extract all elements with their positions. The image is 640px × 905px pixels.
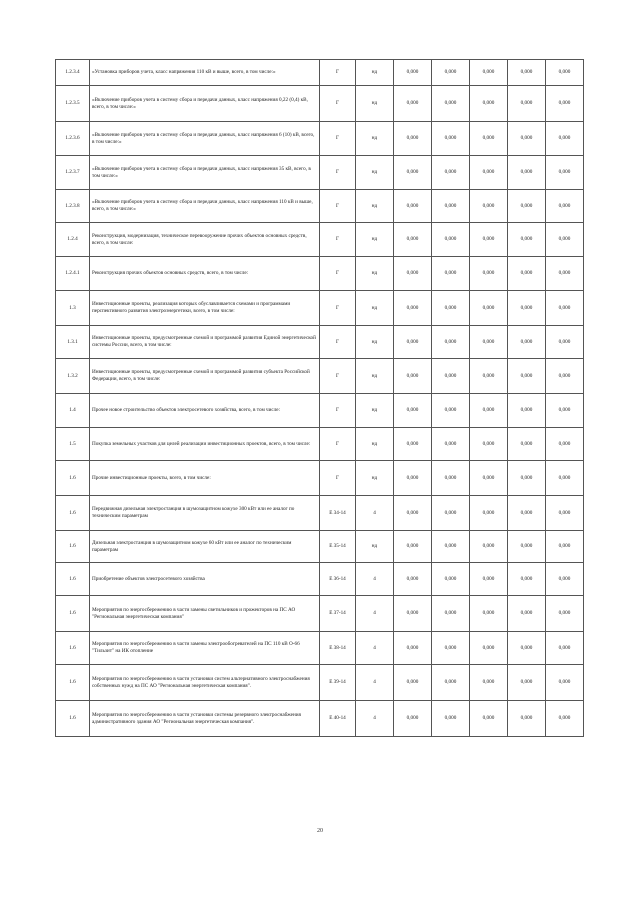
- row-description: «Включение приборов учета в систему сбора и передачи данных, класс напряжения 110 кВ и выше, всего, в том числе:»: [90, 190, 320, 223]
- row-unit: 4: [356, 701, 394, 737]
- row-value: 0,000: [432, 596, 470, 632]
- table-row: [56, 257, 584, 291]
- row-value: 0,000: [470, 665, 508, 701]
- table-row: [56, 596, 584, 632]
- row-number: 1.3.1: [56, 326, 90, 359]
- table-row: [56, 190, 584, 223]
- row-value: 0,000: [508, 563, 546, 596]
- row-value: 0,000: [508, 156, 546, 190]
- row-unit: нд: [356, 394, 394, 428]
- row-code: Е 40-14: [320, 701, 356, 737]
- row-value: 0,000: [470, 257, 508, 291]
- row-value: 0,000: [432, 665, 470, 701]
- row-number: 1.6: [56, 632, 90, 665]
- row-unit: нд: [356, 60, 394, 86]
- row-value: 0,000: [470, 701, 508, 737]
- row-value: 0,000: [470, 531, 508, 563]
- row-unit: нд: [356, 359, 394, 394]
- table-row: [56, 496, 584, 531]
- row-value: 0,000: [508, 701, 546, 737]
- row-unit: нд: [356, 291, 394, 326]
- row-unit: нд: [356, 257, 394, 291]
- row-code: Г: [320, 122, 356, 156]
- row-value: 0,000: [394, 291, 432, 326]
- row-value: 0,000: [470, 461, 508, 496]
- row-value: 0,000: [394, 257, 432, 291]
- row-value: 0,000: [470, 632, 508, 665]
- row-value: 0,000: [546, 359, 584, 394]
- row-value: 0,000: [394, 701, 432, 737]
- row-value: 0,000: [546, 86, 584, 122]
- row-number: 1.4: [56, 394, 90, 428]
- row-value: 0,000: [546, 461, 584, 496]
- row-code: Е 34-14: [320, 496, 356, 531]
- table-row: [56, 326, 584, 359]
- row-description: Реконструкция прочих объектов основных средств, всего, в том числе:: [90, 257, 320, 291]
- row-value: 0,000: [546, 563, 584, 596]
- row-value: 0,000: [432, 496, 470, 531]
- row-unit: 4: [356, 563, 394, 596]
- row-value: 0,000: [546, 394, 584, 428]
- row-code: Г: [320, 60, 356, 86]
- row-code: Г: [320, 86, 356, 122]
- row-value: 0,000: [432, 257, 470, 291]
- row-value: 0,000: [546, 428, 584, 461]
- row-unit: нд: [356, 190, 394, 223]
- row-value: 0,000: [546, 531, 584, 563]
- table-row: [56, 563, 584, 596]
- row-number: 1.2.3.5: [56, 86, 90, 122]
- row-value: 0,000: [470, 122, 508, 156]
- row-number: 1.3: [56, 291, 90, 326]
- table-row: [56, 632, 584, 665]
- table-row: [56, 665, 584, 701]
- row-value: 0,000: [394, 563, 432, 596]
- table-row: [56, 223, 584, 257]
- table-row: [56, 531, 584, 563]
- row-number: 1.6: [56, 596, 90, 632]
- row-description: Прочие инвестиционные проекты, всего, в том числе:: [90, 461, 320, 496]
- row-value: 0,000: [508, 596, 546, 632]
- row-value: 0,000: [470, 86, 508, 122]
- row-value: 0,000: [394, 632, 432, 665]
- row-code: Е 36-14: [320, 563, 356, 596]
- row-value: 0,000: [432, 563, 470, 596]
- row-code: Г: [320, 257, 356, 291]
- page-number: 20: [317, 828, 323, 834]
- row-value: 0,000: [394, 496, 432, 531]
- row-value: 0,000: [508, 291, 546, 326]
- row-value: 0,000: [546, 60, 584, 86]
- row-value: 0,000: [432, 359, 470, 394]
- row-value: 0,000: [394, 596, 432, 632]
- row-description: Мероприятия по энергосбережению в части замены светильников и прожекторов на ПС АО "Региональная энергетическая компания": [90, 596, 320, 632]
- row-unit: нд: [356, 461, 394, 496]
- row-value: 0,000: [394, 461, 432, 496]
- row-value: 0,000: [508, 86, 546, 122]
- row-value: 0,000: [470, 596, 508, 632]
- row-value: 0,000: [546, 156, 584, 190]
- row-value: 0,000: [470, 394, 508, 428]
- row-description: Дизельная электростанция в шумозащитном кожухе 60 кВт или ее аналог по техническим параметрам: [90, 531, 320, 563]
- row-code: Г: [320, 461, 356, 496]
- table-row: [56, 359, 584, 394]
- table-row: [56, 394, 584, 428]
- row-value: 0,000: [470, 428, 508, 461]
- row-value: 0,000: [508, 496, 546, 531]
- row-unit: нд: [356, 531, 394, 563]
- row-code: Г: [320, 190, 356, 223]
- row-value: 0,000: [394, 428, 432, 461]
- table-row: [56, 461, 584, 496]
- row-value: 0,000: [432, 86, 470, 122]
- row-value: 0,000: [394, 190, 432, 223]
- row-code: Е 39-14: [320, 665, 356, 701]
- row-number: 1.3.2: [56, 359, 90, 394]
- row-number: 1.6: [56, 665, 90, 701]
- row-value: 0,000: [432, 156, 470, 190]
- row-number: 1.2.3.8: [56, 190, 90, 223]
- row-number: 1.6: [56, 496, 90, 531]
- row-value: 0,000: [394, 359, 432, 394]
- row-code: Г: [320, 326, 356, 359]
- row-value: 0,000: [432, 326, 470, 359]
- row-value: 0,000: [394, 394, 432, 428]
- row-value: 0,000: [508, 257, 546, 291]
- row-description: Покупка земельных участков для целей реализации инвестиционных проектов, всего, в том числе:: [90, 428, 320, 461]
- row-value: 0,000: [546, 291, 584, 326]
- row-number: 1.6: [56, 701, 90, 737]
- row-value: 0,000: [432, 461, 470, 496]
- table-row: [56, 156, 584, 190]
- row-value: 0,000: [546, 223, 584, 257]
- row-unit: нд: [356, 223, 394, 257]
- row-value: 0,000: [394, 223, 432, 257]
- row-value: 0,000: [546, 665, 584, 701]
- row-unit: нд: [356, 86, 394, 122]
- row-description: Прочее новое строительство объектов электросетевого хозяйства, всего, в том числе:: [90, 394, 320, 428]
- row-value: 0,000: [394, 156, 432, 190]
- row-value: 0,000: [546, 326, 584, 359]
- row-number: 1.2.4.1: [56, 257, 90, 291]
- row-description: Мероприятия по энергосбережению в части установки систем альтернативного электроснабжения собственных нужд на ПС АО "Региональная энергетическая компания".: [90, 665, 320, 701]
- row-value: 0,000: [470, 291, 508, 326]
- row-description: Инвестиционные проекты, предусмотренные схемой и программой развития Единой энергетической системы России, всего, в том числе:: [90, 326, 320, 359]
- row-value: 0,000: [470, 496, 508, 531]
- row-description: Передвижная дизельная электростанция в шумозащитном кожухе 300 кВт или ее аналог по техническим параметрам: [90, 496, 320, 531]
- row-unit: нд: [356, 122, 394, 156]
- row-value: 0,000: [394, 60, 432, 86]
- row-value: 0,000: [432, 701, 470, 737]
- row-number: 1.2.3.6: [56, 122, 90, 156]
- row-value: 0,000: [470, 326, 508, 359]
- row-unit: нд: [356, 156, 394, 190]
- row-unit: нд: [356, 428, 394, 461]
- row-value: 0,000: [546, 122, 584, 156]
- row-description: Инвестиционные проекты, предусмотренные схемой и программой развития субъекта Российской Федерации, всего, в том числе:: [90, 359, 320, 394]
- table-row: [56, 291, 584, 326]
- row-value: 0,000: [470, 60, 508, 86]
- row-code: Г: [320, 291, 356, 326]
- row-description: Инвестиционные проекты, реализация которых обуславливается схемами и программами перспективного развития электроэнергетики, всего, в том числе:: [90, 291, 320, 326]
- row-value: 0,000: [508, 359, 546, 394]
- table-row: [56, 428, 584, 461]
- row-description: Приобретение объектов электросетевого хозяйства: [90, 563, 320, 596]
- row-value: 0,000: [394, 326, 432, 359]
- row-value: 0,000: [546, 257, 584, 291]
- table-row: [56, 86, 584, 122]
- row-value: 0,000: [432, 122, 470, 156]
- row-code: Г: [320, 156, 356, 190]
- row-value: 0,000: [508, 428, 546, 461]
- row-description: «Включение приборов учета в систему сбора и передачи данных, класс напряжения 0,22 (0,4) кВ, всего, в том числе:»: [90, 86, 320, 122]
- row-value: 0,000: [546, 701, 584, 737]
- row-code: Г: [320, 223, 356, 257]
- row-description: Мероприятия по энергосбережению в части замены электрообогревателей на ПС 110 кВ О-66 "Тильзит" на ИК отопление: [90, 632, 320, 665]
- row-number: 1.6: [56, 531, 90, 563]
- row-description: «Включение приборов учета в систему сбора и передачи данных, класс напряжения 35 кВ, всего, в том числе:»: [90, 156, 320, 190]
- investment-table: [55, 59, 584, 737]
- table-row: [56, 701, 584, 737]
- row-value: 0,000: [508, 223, 546, 257]
- row-number: 1.2.4: [56, 223, 90, 257]
- row-value: 0,000: [546, 496, 584, 531]
- row-number: 1.6: [56, 461, 90, 496]
- row-value: 0,000: [508, 60, 546, 86]
- row-value: 0,000: [470, 563, 508, 596]
- row-value: 0,000: [432, 291, 470, 326]
- row-unit: 4: [356, 596, 394, 632]
- row-value: 0,000: [508, 326, 546, 359]
- row-description: Реконструкция, модернизация, техническое перевооружение прочих объектов основных средств, всего, в том числе:: [90, 223, 320, 257]
- row-code: Г: [320, 394, 356, 428]
- row-number: 1.5: [56, 428, 90, 461]
- row-description: «Включение приборов учета в систему сбора и передачи данных, класс напряжения 6 (10) кВ, всего, в том числе:»: [90, 122, 320, 156]
- row-unit: 4: [356, 665, 394, 701]
- row-value: 0,000: [432, 531, 470, 563]
- row-value: 0,000: [394, 665, 432, 701]
- row-code: Г: [320, 359, 356, 394]
- row-code: Е 35-14: [320, 531, 356, 563]
- row-unit: 4: [356, 632, 394, 665]
- row-description: Мероприятия по энергосбережению в части установки системы резервного электроснабжения административного здания АО "Региональная энергетическая компания".: [90, 701, 320, 737]
- row-value: 0,000: [546, 596, 584, 632]
- row-value: 0,000: [432, 428, 470, 461]
- row-number: 1.6: [56, 563, 90, 596]
- row-value: 0,000: [508, 122, 546, 156]
- row-code: Е 37-14: [320, 596, 356, 632]
- row-code: Г: [320, 428, 356, 461]
- row-value: 0,000: [432, 632, 470, 665]
- row-value: 0,000: [394, 122, 432, 156]
- row-description: «Установка приборов учета, класс напряжения 110 кВ и выше, всего, в том числе:»: [90, 60, 320, 86]
- row-value: 0,000: [508, 190, 546, 223]
- row-unit: 4: [356, 496, 394, 531]
- row-value: 0,000: [470, 156, 508, 190]
- row-value: 0,000: [432, 190, 470, 223]
- row-number: 1.2.3.7: [56, 156, 90, 190]
- row-value: 0,000: [470, 223, 508, 257]
- row-value: 0,000: [508, 461, 546, 496]
- row-value: 0,000: [432, 394, 470, 428]
- row-value: 0,000: [508, 531, 546, 563]
- row-value: 0,000: [508, 632, 546, 665]
- row-code: Е 38-14: [320, 632, 356, 665]
- row-value: 0,000: [470, 190, 508, 223]
- row-value: 0,000: [432, 60, 470, 86]
- table-row: [56, 122, 584, 156]
- table-row: [56, 60, 584, 86]
- row-value: 0,000: [470, 359, 508, 394]
- row-value: 0,000: [508, 665, 546, 701]
- row-value: 0,000: [508, 394, 546, 428]
- row-value: 0,000: [546, 632, 584, 665]
- row-number: 1.2.3.4: [56, 60, 90, 86]
- row-unit: нд: [356, 326, 394, 359]
- row-value: 0,000: [394, 86, 432, 122]
- row-value: 0,000: [432, 223, 470, 257]
- row-value: 0,000: [546, 190, 584, 223]
- row-value: 0,000: [394, 531, 432, 563]
